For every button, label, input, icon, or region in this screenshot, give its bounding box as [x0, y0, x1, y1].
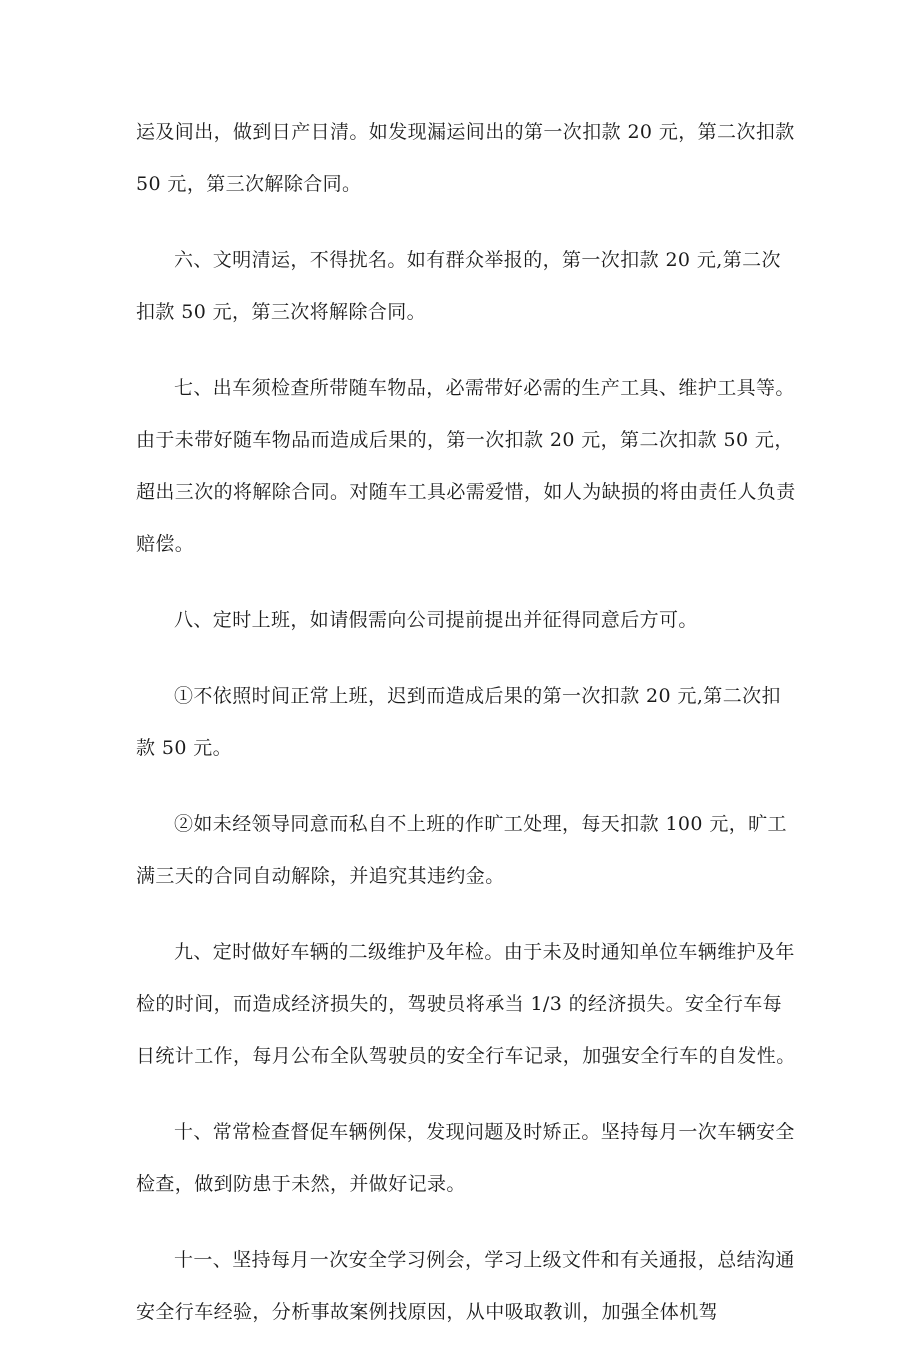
paragraph-item-8-sub-1: ①不依照时间正常上班，迟到而造成后果的第一次扣款 20 元,第二次扣款 50 元。: [136, 685, 781, 759]
document-body: [136, 106, 798, 1362]
paragraph-item-9: 九、定时做好车辆的二级维护及年检。由于未及时通知单位车辆维护及年检的时间，而造成经济损失的，驾驶员将承当 1/3 的经济损失。安全行车每日统计工作，每月公布全队驾驶员的安全行车记录，加强安全行车的自发性。: [136, 941, 796, 1067]
paragraph-item-8-sub-2: ②如未经领导同意而私自不上班的作旷工处理，每天扣款 100 元，旷工满三天的合同自动解除，并追究其违约金。: [136, 813, 787, 887]
paragraph-item-10: 十、常常检查督促车辆例保，发现问题及时矫正。坚持每月一次车辆安全检查，做到防患于未然，并做好记录。: [136, 1121, 795, 1195]
paragraph-item-6: 六、文明清运，不得扰名。如有群众举报的，第一次扣款 20 元,第二次扣款 50 元，第三次将解除合同。: [136, 249, 781, 323]
paragraph-continued: 运及间出，做到日产日清。如发现漏运间出的第一次扣款 20 元，第二次扣款 50 元，第三次解除合同。: [136, 121, 795, 195]
paragraph-item-7: 七、出车须检查所带随车物品，必需带好必需的生产工具、维护工具等。由于未带好随车物品而造成后果的，第一次扣款 20 元，第二次扣款 50 元，超出三次的将解除合同。对随车工具必需爱惜，如人为缺损的将由责任人负责赔偿。: [136, 377, 796, 555]
paragraph-item-11: 十一、坚持每月一次安全学习例会，学习上级文件和有关通报，总结沟通安全行车经验，分析事故案例找原因，从中吸取教训，加强全体机驾: [136, 1249, 795, 1323]
paragraph-item-8: 八、定时上班，如请假需向公司提前提出并征得同意后方可。: [174, 609, 698, 631]
